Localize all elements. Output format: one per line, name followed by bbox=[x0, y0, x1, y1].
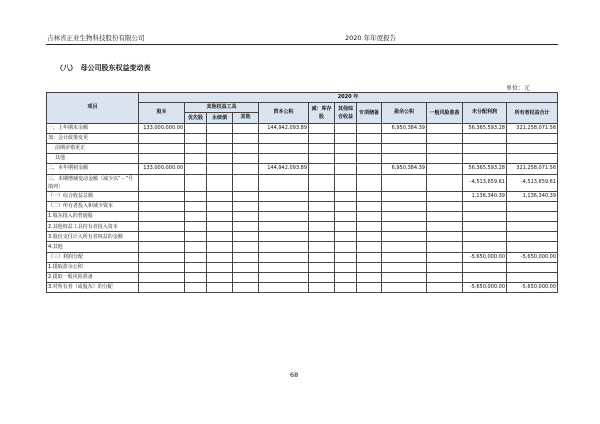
cell-empty bbox=[427, 283, 463, 293]
cell-capital-reserve bbox=[259, 273, 309, 283]
cell-undistributed bbox=[463, 242, 507, 252]
cell-empty bbox=[335, 262, 357, 272]
cell-empty bbox=[357, 273, 382, 283]
cell-empty bbox=[233, 252, 259, 262]
row-label: 加：会计政策变更 bbox=[47, 133, 139, 143]
cell-empty bbox=[335, 164, 357, 174]
table-row bbox=[47, 123, 558, 133]
cell-empty bbox=[427, 164, 463, 174]
cell-surplus-reserve: 6,950,384.39 bbox=[382, 123, 427, 133]
cell-empty bbox=[309, 232, 335, 242]
equity-changes-table bbox=[46, 92, 558, 293]
cell-empty bbox=[185, 232, 207, 242]
table-row bbox=[47, 242, 558, 252]
cell-undistributed bbox=[463, 273, 507, 283]
cell-empty bbox=[233, 133, 259, 143]
cell-total bbox=[507, 262, 558, 272]
cell-empty bbox=[357, 242, 382, 252]
cell-undistributed bbox=[463, 133, 507, 143]
cell-total bbox=[507, 222, 558, 232]
year-header: 2020 年 bbox=[139, 93, 558, 103]
row-label: 前期差错更正 bbox=[47, 143, 139, 153]
cell-share-capital bbox=[139, 283, 185, 293]
cell-empty bbox=[309, 273, 335, 283]
cell-surplus-reserve bbox=[382, 273, 427, 283]
cell-share-capital bbox=[139, 262, 185, 272]
cell-surplus-reserve bbox=[382, 133, 427, 143]
cell-capital-reserve bbox=[259, 283, 309, 293]
cell-empty bbox=[185, 133, 207, 143]
cell-capital-reserve bbox=[259, 201, 309, 211]
cell-empty bbox=[427, 262, 463, 272]
cell-share-capital bbox=[139, 143, 185, 153]
cell-surplus-reserve bbox=[382, 211, 427, 221]
section-title: （八） 母公司股东权益变动表 bbox=[56, 64, 151, 72]
cell-undistributed: 56,365,593.28 bbox=[463, 164, 507, 174]
cell-empty bbox=[357, 232, 382, 242]
cell-surplus-reserve bbox=[382, 242, 427, 252]
table-row bbox=[47, 232, 558, 242]
cell-capital-reserve bbox=[259, 222, 309, 232]
cell-empty bbox=[207, 262, 233, 272]
row-label: 1.提取盈余公积 bbox=[47, 262, 139, 272]
cell-empty bbox=[309, 191, 335, 201]
cell-empty bbox=[427, 174, 463, 191]
row-label: 一、上年期末余额 bbox=[47, 123, 139, 133]
cell-empty bbox=[185, 222, 207, 232]
header-company: 吉林省正业生物科技股份有限公司 bbox=[47, 34, 145, 42]
cell-surplus-reserve: 6,950,384.39 bbox=[382, 164, 427, 174]
row-label: 其他 bbox=[47, 154, 139, 164]
col-treasury-stock: 减：库存股 bbox=[309, 103, 335, 123]
cell-capital-reserve bbox=[259, 154, 309, 164]
cell-empty bbox=[207, 123, 233, 133]
cell-empty bbox=[357, 211, 382, 221]
cell-surplus-reserve bbox=[382, 252, 427, 262]
cell-empty bbox=[335, 154, 357, 164]
row-label: 二、本年期初余额 bbox=[47, 164, 139, 174]
cell-empty bbox=[357, 143, 382, 153]
cell-empty bbox=[309, 143, 335, 153]
cell-empty bbox=[335, 133, 357, 143]
cell-empty bbox=[357, 164, 382, 174]
cell-empty bbox=[233, 273, 259, 283]
cell-share-capital bbox=[139, 201, 185, 211]
col-undistributed-profit: 未分配利润 bbox=[463, 103, 507, 123]
cell-capital-reserve bbox=[259, 252, 309, 262]
cell-empty bbox=[309, 222, 335, 232]
cell-empty bbox=[185, 201, 207, 211]
cell-empty bbox=[233, 164, 259, 174]
cell-empty bbox=[207, 191, 233, 201]
cell-undistributed: 1,136,340.39 bbox=[463, 191, 507, 201]
cell-empty bbox=[233, 242, 259, 252]
cell-empty bbox=[309, 201, 335, 211]
cell-empty bbox=[309, 123, 335, 133]
cell-empty bbox=[233, 201, 259, 211]
cell-surplus-reserve bbox=[382, 174, 427, 191]
cell-empty bbox=[335, 143, 357, 153]
cell-empty bbox=[233, 143, 259, 153]
cell-share-capital bbox=[139, 273, 185, 283]
cell-total bbox=[507, 232, 558, 242]
row-label: 3.股份支付计入所有者权益的金额 bbox=[47, 232, 139, 242]
cell-empty bbox=[427, 242, 463, 252]
cell-empty bbox=[427, 133, 463, 143]
cell-empty bbox=[335, 273, 357, 283]
col-other-equity-instruments: 其他权益工具 bbox=[185, 103, 259, 113]
cell-total: 321,258,071.56 bbox=[507, 123, 558, 133]
col-preferred-stock: 优先股 bbox=[185, 113, 207, 123]
cell-undistributed: -5,650,000.00 bbox=[463, 252, 507, 262]
cell-surplus-reserve bbox=[382, 143, 427, 153]
cell-empty bbox=[309, 211, 335, 221]
table-row bbox=[47, 191, 558, 201]
cell-empty bbox=[207, 242, 233, 252]
cell-empty bbox=[427, 232, 463, 242]
cell-empty bbox=[233, 123, 259, 133]
cell-undistributed bbox=[463, 154, 507, 164]
cell-share-capital bbox=[139, 191, 185, 201]
cell-share-capital bbox=[139, 133, 185, 143]
cell-total bbox=[507, 201, 558, 211]
cell-empty bbox=[309, 242, 335, 252]
cell-empty bbox=[427, 201, 463, 211]
cell-share-capital: 133,000,000.00 bbox=[139, 123, 185, 133]
cell-empty bbox=[207, 211, 233, 221]
cell-share-capital bbox=[139, 252, 185, 262]
row-label: （二）所有者投入和减少资本 bbox=[47, 201, 139, 211]
row-label: 3.对所有者（或股东）的分配 bbox=[47, 283, 139, 293]
col-other-instrument: 其他 bbox=[233, 113, 259, 123]
table-row bbox=[47, 252, 558, 262]
header-report-title: 2020 年年度报告 bbox=[345, 34, 397, 42]
cell-empty bbox=[309, 174, 335, 191]
cell-total: -4,513,659.61 bbox=[507, 174, 558, 191]
row-label: 4.其他 bbox=[47, 242, 139, 252]
cell-empty bbox=[185, 143, 207, 153]
cell-empty bbox=[233, 191, 259, 201]
cell-empty bbox=[207, 283, 233, 293]
cell-empty bbox=[427, 252, 463, 262]
cell-empty bbox=[357, 262, 382, 272]
cell-empty bbox=[207, 273, 233, 283]
cell-empty bbox=[427, 143, 463, 153]
table-row bbox=[47, 201, 558, 211]
table-body bbox=[47, 123, 558, 293]
cell-undistributed bbox=[463, 222, 507, 232]
cell-total bbox=[507, 242, 558, 252]
cell-empty bbox=[357, 252, 382, 262]
cell-empty bbox=[335, 191, 357, 201]
table-row bbox=[47, 211, 558, 221]
cell-empty bbox=[233, 211, 259, 221]
cell-empty bbox=[207, 252, 233, 262]
col-capital-reserve: 资本公积 bbox=[259, 103, 309, 123]
cell-share-capital bbox=[139, 211, 185, 221]
unit-label: 单位：元 bbox=[506, 85, 531, 92]
cell-undistributed bbox=[463, 262, 507, 272]
cell-empty bbox=[185, 273, 207, 283]
cell-surplus-reserve bbox=[382, 154, 427, 164]
col-total-equity: 所有者权益合计 bbox=[507, 103, 558, 123]
cell-undistributed: 56,365,593.28 bbox=[463, 123, 507, 133]
cell-surplus-reserve bbox=[382, 283, 427, 293]
cell-empty bbox=[357, 123, 382, 133]
cell-empty bbox=[335, 232, 357, 242]
table-row bbox=[47, 143, 558, 153]
cell-capital-reserve bbox=[259, 143, 309, 153]
cell-undistributed: -4,513,659.61 bbox=[463, 174, 507, 191]
table-row bbox=[47, 133, 558, 143]
cell-share-capital bbox=[139, 232, 185, 242]
cell-empty bbox=[233, 283, 259, 293]
cell-empty bbox=[309, 252, 335, 262]
cell-empty bbox=[207, 143, 233, 153]
cell-empty bbox=[185, 164, 207, 174]
cell-empty bbox=[207, 232, 233, 242]
cell-empty bbox=[357, 174, 382, 191]
table-row bbox=[47, 164, 558, 174]
cell-empty bbox=[207, 174, 233, 191]
cell-surplus-reserve bbox=[382, 201, 427, 211]
cell-share-capital bbox=[139, 174, 185, 191]
cell-total bbox=[507, 154, 558, 164]
cell-empty bbox=[207, 154, 233, 164]
header-divider bbox=[46, 44, 558, 45]
cell-empty bbox=[427, 154, 463, 164]
cell-empty bbox=[335, 242, 357, 252]
table-row bbox=[47, 273, 558, 283]
cell-empty bbox=[309, 154, 335, 164]
table-row bbox=[47, 154, 558, 164]
cell-empty bbox=[357, 191, 382, 201]
cell-empty bbox=[185, 211, 207, 221]
row-label: 2.提取一般风险准备 bbox=[47, 273, 139, 283]
cell-empty bbox=[335, 222, 357, 232]
cell-empty bbox=[207, 201, 233, 211]
cell-undistributed bbox=[463, 232, 507, 242]
cell-capital-reserve bbox=[259, 133, 309, 143]
cell-empty bbox=[427, 123, 463, 133]
cell-empty bbox=[357, 283, 382, 293]
cell-empty bbox=[335, 123, 357, 133]
cell-empty bbox=[233, 174, 259, 191]
cell-empty bbox=[335, 252, 357, 262]
col-surplus-reserve: 盈余公积 bbox=[382, 103, 427, 123]
cell-empty bbox=[185, 283, 207, 293]
col-item: 项目 bbox=[47, 93, 139, 124]
cell-total: 1,136,340.39 bbox=[507, 191, 558, 201]
cell-empty bbox=[207, 133, 233, 143]
cell-total bbox=[507, 211, 558, 221]
cell-empty bbox=[185, 174, 207, 191]
cell-share-capital: 133,000,000.00 bbox=[139, 164, 185, 174]
cell-capital-reserve bbox=[259, 211, 309, 221]
cell-empty bbox=[427, 273, 463, 283]
cell-capital-reserve bbox=[259, 174, 309, 191]
cell-empty bbox=[309, 262, 335, 272]
cell-empty bbox=[309, 133, 335, 143]
cell-empty bbox=[357, 222, 382, 232]
cell-surplus-reserve bbox=[382, 222, 427, 232]
cell-empty bbox=[335, 174, 357, 191]
cell-undistributed bbox=[463, 211, 507, 221]
row-label: 三、本期增减变动金额（减少以“－”号填列） bbox=[47, 174, 139, 191]
cell-empty bbox=[427, 211, 463, 221]
row-label: （一）综合收益总额 bbox=[47, 191, 139, 201]
table-row bbox=[47, 262, 558, 272]
cell-surplus-reserve bbox=[382, 262, 427, 272]
cell-surplus-reserve bbox=[382, 232, 427, 242]
col-special-reserve: 专项储备 bbox=[357, 103, 382, 123]
cell-total: -5,650,000.00 bbox=[507, 252, 558, 262]
cell-capital-reserve bbox=[259, 191, 309, 201]
col-share-capital: 股本 bbox=[139, 103, 185, 123]
cell-empty bbox=[185, 154, 207, 164]
cell-undistributed: -5,650,000.00 bbox=[463, 283, 507, 293]
cell-total bbox=[507, 133, 558, 143]
cell-total: 321,258,071.56 bbox=[507, 164, 558, 174]
cell-empty bbox=[185, 242, 207, 252]
cell-capital-reserve: 144,942,093.89 bbox=[259, 164, 309, 174]
cell-empty bbox=[185, 252, 207, 262]
cell-empty bbox=[427, 222, 463, 232]
cell-empty bbox=[207, 222, 233, 232]
cell-empty bbox=[233, 222, 259, 232]
page-number: 68 bbox=[290, 371, 299, 379]
cell-total bbox=[507, 273, 558, 283]
cell-share-capital bbox=[139, 242, 185, 252]
cell-capital-reserve bbox=[259, 262, 309, 272]
cell-empty bbox=[309, 283, 335, 293]
row-label: 1.股东投入的普通股 bbox=[47, 211, 139, 221]
cell-empty bbox=[427, 191, 463, 201]
cell-empty bbox=[233, 232, 259, 242]
col-risk-reserve: 一般风险准备 bbox=[427, 103, 463, 123]
cell-undistributed bbox=[463, 143, 507, 153]
cell-empty bbox=[309, 164, 335, 174]
cell-total bbox=[507, 143, 558, 153]
cell-capital-reserve bbox=[259, 232, 309, 242]
table-row bbox=[47, 222, 558, 232]
table-row bbox=[47, 174, 558, 191]
cell-capital-reserve: 144,942,093.89 bbox=[259, 123, 309, 133]
cell-empty bbox=[335, 201, 357, 211]
cell-empty bbox=[185, 262, 207, 272]
cell-empty bbox=[357, 133, 382, 143]
cell-empty bbox=[357, 154, 382, 164]
cell-empty bbox=[233, 262, 259, 272]
cell-empty bbox=[207, 164, 233, 174]
cell-total: -5,650,000.00 bbox=[507, 283, 558, 293]
cell-empty bbox=[335, 211, 357, 221]
cell-empty bbox=[357, 201, 382, 211]
col-oci: 其他综合收益 bbox=[335, 103, 357, 123]
cell-share-capital bbox=[139, 154, 185, 164]
table-row bbox=[47, 283, 558, 293]
cell-share-capital bbox=[139, 222, 185, 232]
cell-empty bbox=[185, 123, 207, 133]
cell-empty bbox=[335, 283, 357, 293]
cell-capital-reserve bbox=[259, 242, 309, 252]
cell-empty bbox=[233, 154, 259, 164]
row-label: 2.其他权益工具持有者投入资本 bbox=[47, 222, 139, 232]
cell-undistributed bbox=[463, 201, 507, 211]
cell-empty bbox=[185, 191, 207, 201]
cell-surplus-reserve bbox=[382, 191, 427, 201]
col-perpetual-bond: 永续债 bbox=[207, 113, 233, 123]
row-label: （三）利润分配 bbox=[47, 252, 139, 262]
